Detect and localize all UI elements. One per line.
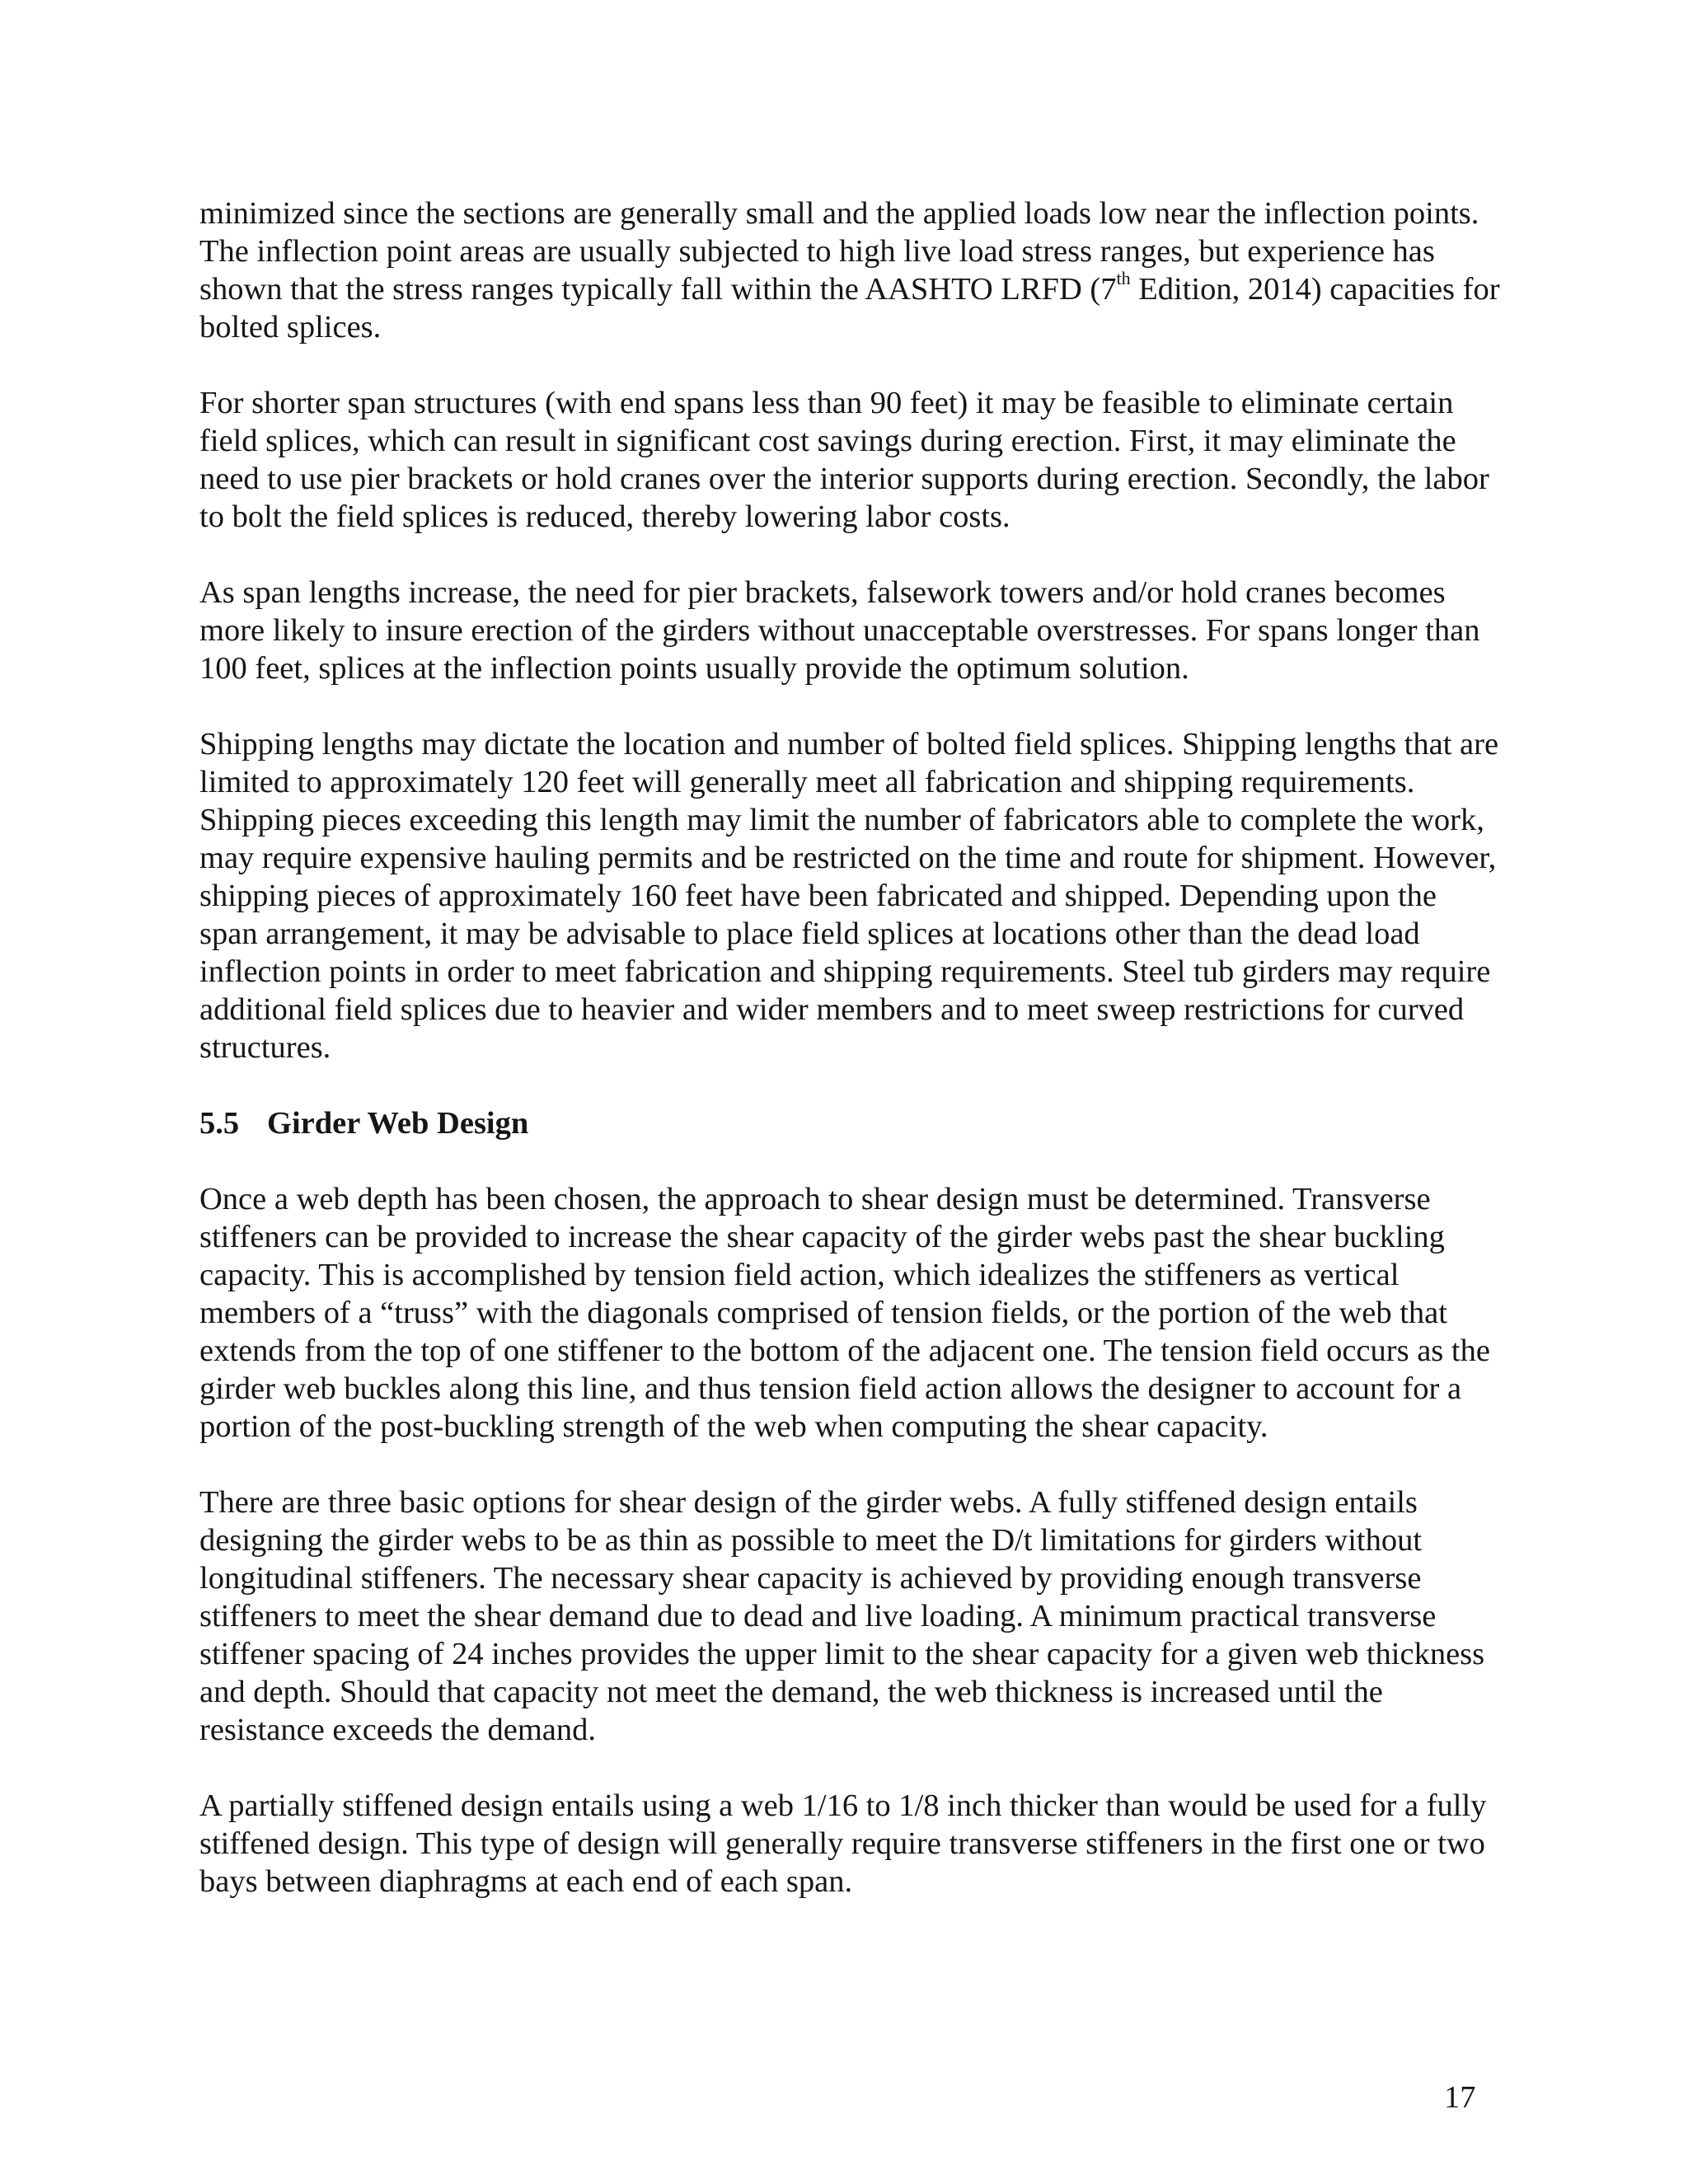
paragraph-text: Edition, 2014) capacities for bolted splices. bbox=[199, 272, 1500, 344]
page-number: 17 bbox=[1444, 2080, 1476, 2115]
ordinal-superscript: th bbox=[1116, 268, 1131, 289]
paragraph-text: minimized since the sections are generally small and the applied loads low near the inflection points. The inflection point areas are usually subjected to high live load stress ranges, but experience has shown that the stress ranges typically fall within the AASHTO LRFD (7 bbox=[199, 196, 1479, 307]
section-number: 5.5 bbox=[199, 1106, 240, 1141]
section-title: Girder Web Design bbox=[267, 1106, 529, 1141]
paragraph-span-lengths: As span lengths increase, the need for pier brackets, falsework towers and/or hold cranes becomes more likely to insure erection of the girders without unacceptable overstresses. For spans longer than 100 feet, splices at the inflection points usually provide the optimum solution. bbox=[199, 575, 1480, 686]
paragraph-shorter-spans: For shorter span structures (with end spans less than 90 feet) it may be feasible to eliminate certain field splices, which can result in significant cost savings during erection. First, it may eliminate the need to use pier brackets or hold cranes over the interior supports during erection. Secondly, the labor to bolt the field splices is reduced, thereby lowering labor costs. bbox=[199, 386, 1489, 534]
paragraph-partially-stiffened: A partially stiffened design entails using a web 1/16 to 1/8 inch thicker than would be used for a fully stiffened design. This type of design will generally require transverse stiffeners in the first one or two bays between diaphragms at each end of each span. bbox=[199, 1788, 1487, 1899]
section-heading bbox=[199, 1104, 1502, 1142]
paragraph-inflection-points bbox=[199, 194, 1502, 346]
paragraph-shear-design-options: There are three basic options for shear design of the girder webs. A fully stiffened design entails designing the girder webs to be as thin as possible to meet the D/t limitations for girders without longitudinal stiffeners. The necessary shear capacity is achieved by providing enough transverse stiffeners to meet the shear demand due to dead and live loading. A minimum practical transverse stiffener spacing of 24 inches provides the upper limit to the shear capacity for a given web thickness and depth. Should that capacity not meet the demand, the web thickness is increased until the resistance exceeds the demand. bbox=[199, 1485, 1485, 1747]
page-body bbox=[199, 194, 1502, 1900]
paragraph-shipping-lengths: Shipping lengths may dictate the location and number of bolted field splices. Shipping lengths that are limited to approximately 120 feet will generally meet all fabrication and shipping requirements. Shipping pieces exceeding this length may limit the number of fabricators able to complete the work, may require expensive hauling permits and be restricted on the time and route for shipment. However, shipping pieces of approximately 160 feet have been fabricated and shipped. Depending upon the span arrangement, it may be advisable to place field splices at locations other than the dead load inflection points in order to meet fabrication and shipping requirements. Steel tub girders may require additional field splices due to heavier and wider members and to meet sweep restrictions for curved structures. bbox=[199, 727, 1499, 1065]
paragraph-web-depth: Once a web depth has been chosen, the approach to shear design must be determined. Transverse stiffeners can be provided to increase the shear capacity of the girder webs past the shear buckling capacity. This is accomplished by tension field action, which idealizes the stiffeners as vertical members of a “truss” with the diagonals comprised of tension fields, or the portion of the web that extends from the top of one stiffener to the bottom of the adjacent one. The tension field occurs as the girder web buckles along this line, and thus tension field action allows the designer to account for a portion of the post-buckling strength of the web when computing the shear capacity. bbox=[199, 1182, 1490, 1444]
